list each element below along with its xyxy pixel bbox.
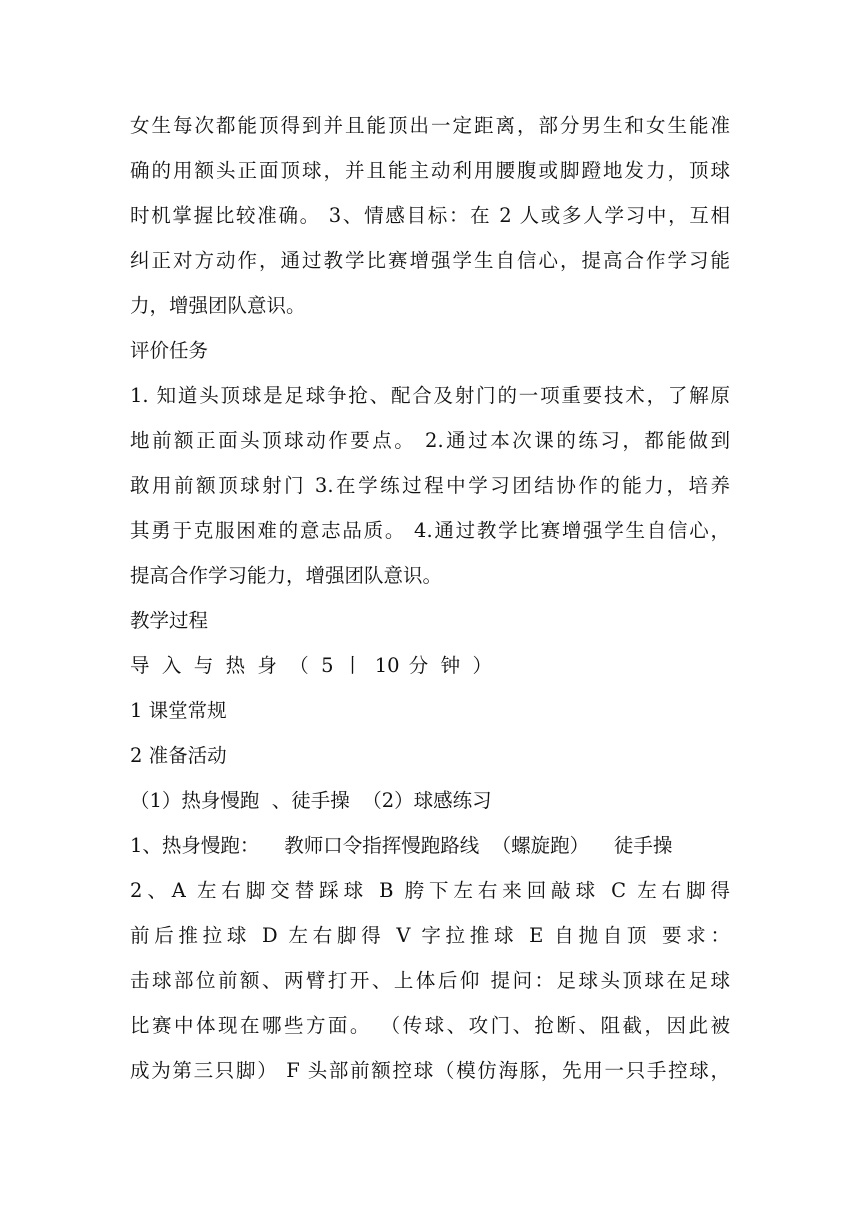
text-line: 力，增强团队意识。 xyxy=(130,294,306,317)
text-line: 地前额正面头顶球动作要点。 2.通过本次课的练习，都能做到 xyxy=(130,429,730,452)
text-line: 其勇于克服困难的意志品质。 4.通过教学比赛增强学生自信心， xyxy=(130,519,730,542)
text-line: 提高合作学习能力，增强团队意识。 xyxy=(130,564,443,587)
text-line: 1 课堂常规 xyxy=(130,699,227,722)
text-line: 比赛中体现在哪些方面。 （传球、攻门、抢断、阻截，因此被 xyxy=(130,1014,730,1037)
text-line: 前后推拉球 D 左右脚得 V 字拉推球 E 自抛自顶 要求： xyxy=(130,924,730,947)
text-line: 1. 知道头顶球是足球争抢、配合及射门的一项重要技术，了解原 xyxy=(130,384,730,407)
text-line: 女生每次都能顶得到并且能顶出一定距离，部分男生和女生能准 xyxy=(130,114,730,137)
text-line: 确的用额头正面顶球，并且能主动利用腰腹或脚蹬地发力，顶球 xyxy=(130,159,730,182)
text-line: （1）热身慢跑 、徒手操 （2）球感练习 xyxy=(130,789,492,812)
text-line: 1、热身慢跑： 教师口令指挥慢跑路线 （螺旋跑） 徒手操 xyxy=(130,834,673,857)
text-line: 2、A 左右脚交替踩球 B 胯下左右来回敲球 C 左右脚得 xyxy=(130,879,730,902)
text-line: 时机掌握比较准确。 3、情感目标：在 2 人或多人学习中，互相 xyxy=(130,204,730,227)
section-heading: 教学过程 xyxy=(130,609,209,632)
text-line: 纠正对方动作，通过教学比赛增强学生自信心，提高合作学习能 xyxy=(130,249,730,272)
text-line: 2 准备活动 xyxy=(130,744,227,767)
section-heading: 评价任务 xyxy=(130,339,209,362)
text-line: 击球部位前额、两臂打开、上体后仰 提问：足球头顶球在足球 xyxy=(130,969,730,992)
text-line: 成为第三只脚） F 头部前额控球（模仿海豚，先用一只手控球， xyxy=(130,1059,730,1082)
subsection-heading: 导 入 与 热 身 （ 5 丨 10 分 钟 ） xyxy=(130,654,492,677)
text-line: 敢用前额顶球射门 3.在学练过程中学习团结协作的能力，培养 xyxy=(130,474,730,497)
